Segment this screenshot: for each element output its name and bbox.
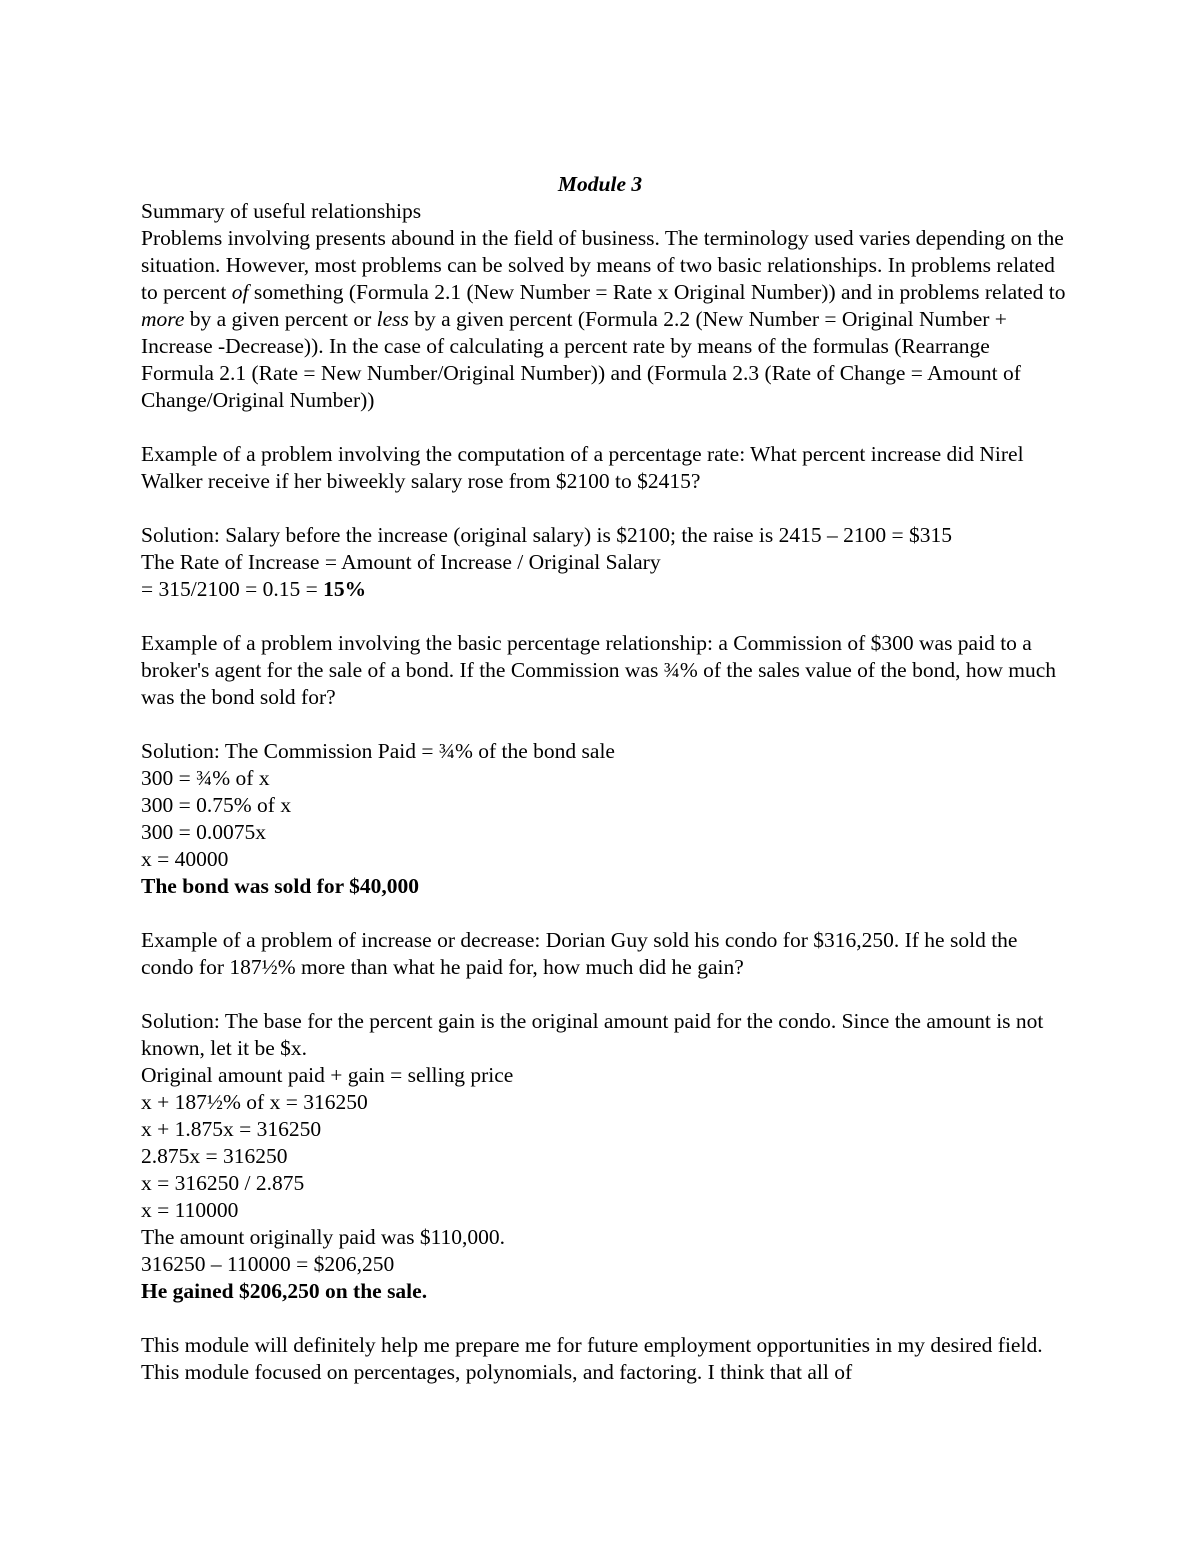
paragraph-gap — [141, 900, 1066, 927]
paragraph-gap — [141, 495, 1066, 522]
example3-solution-line: The amount originally paid was $110,000. — [141, 1225, 506, 1249]
intro-text-1: Problems involving presents abound in the field of business. The terminology used varies depending on the situation. However, most problems can be solved by means of two basic relationships. In problems related to percent — [141, 226, 1064, 304]
document-body — [141, 198, 1066, 1386]
example2-solution-line: x = 40000 — [141, 847, 229, 871]
example3-solution-line: x + 187½% of x = 316250 — [141, 1090, 368, 1114]
example1-solution-line: The Rate of Increase = Amount of Increase / Original Salary — [141, 550, 661, 574]
example2-solution-line: 300 = 0.0075x — [141, 820, 267, 844]
example3-solution-line: Original amount paid + gain = selling price — [141, 1063, 514, 1087]
example1-solution-line: Solution: Salary before the increase (original salary) is $2100; the raise is 2415 – 2100 = $315 — [141, 523, 953, 547]
intro-text-3: by a given percent or — [184, 307, 377, 331]
example3-solution-line: x = 110000 — [141, 1198, 239, 1222]
example1-solution-line — [141, 576, 1066, 603]
intro-text-4: by a given percent (Formula 2.2 (New Number = Original Number + Increase -Decrease)). In the case of calculating a percent rate by means of the formulas (Rearrange Formula 2.1 (Rate = New Number/Original Number)) and (Formula 2.3 (Rate of Change = Amount of Change/Original Number)) — [141, 307, 1021, 412]
paragraph-gap — [141, 711, 1066, 738]
example2-solution-line: 300 = 0.75% of x — [141, 793, 292, 817]
intro-emphasis-more: more — [141, 307, 185, 331]
intro-text-2: something (Formula 2.1 (New Number = Rate x Original Number)) and in problems related to — [248, 280, 1066, 304]
paragraph-gap — [141, 1305, 1066, 1332]
example1-question: Example of a problem involving the computation of a percentage rate: What percent increase did Nirel Walker receive if her biweekly salary rose from $2100 to $2415? — [141, 442, 1024, 493]
example2-solution-line: 300 = ¾% of x — [141, 766, 270, 790]
example2-answer: The bond was sold for $40,000 — [141, 874, 419, 898]
paragraph-gap — [141, 603, 1066, 630]
example2-question: Example of a problem involving the basic percentage relationship: a Commission of $300 was paid to a broker's agent for the sale of a bond. If the Commission was ¾% of the sales value of the bond, how much was the bond sold for? — [141, 631, 1057, 709]
example1-calc: = 315/2100 = 0.15 = — [141, 577, 324, 601]
example3-solution-line: x + 1.875x = 316250 — [141, 1117, 322, 1141]
page-title: Module 3 — [557, 172, 643, 196]
example3-question: Example of a problem of increase or decrease: Dorian Guy sold his condo for $316,250. If he sold the condo for 187½% more than what he paid for, how much did he gain? — [141, 928, 1018, 979]
paragraph-gap — [141, 981, 1066, 1008]
intro-emphasis-less: less — [376, 307, 409, 331]
example3-solution-line: 316250 – 110000 = $206,250 — [141, 1252, 395, 1276]
summary-heading: Summary of useful relationships — [141, 199, 422, 223]
paragraph-gap — [141, 414, 1066, 441]
example3-answer: He gained $206,250 on the sale. — [141, 1279, 428, 1303]
intro-emphasis-of: of — [231, 280, 249, 304]
intro-paragraph — [141, 225, 1066, 414]
closing-paragraph: This module will definitely help me prepare me for future employment opportunities in my desired field. This module focused on percentages, polynomials, and factoring. I think that all of — [141, 1333, 1043, 1384]
example1-answer: 15% — [323, 577, 367, 601]
example3-solution-line: 2.875x = 316250 — [141, 1144, 288, 1168]
example3-solution-line: x = 316250 / 2.875 — [141, 1171, 305, 1195]
example2-solution-line: Solution: The Commission Paid = ¾% of the bond sale — [141, 739, 615, 763]
example3-solution-intro: Solution: The base for the percent gain is the original amount paid for the condo. Since the amount is not known, let it be $x. — [141, 1009, 1044, 1060]
